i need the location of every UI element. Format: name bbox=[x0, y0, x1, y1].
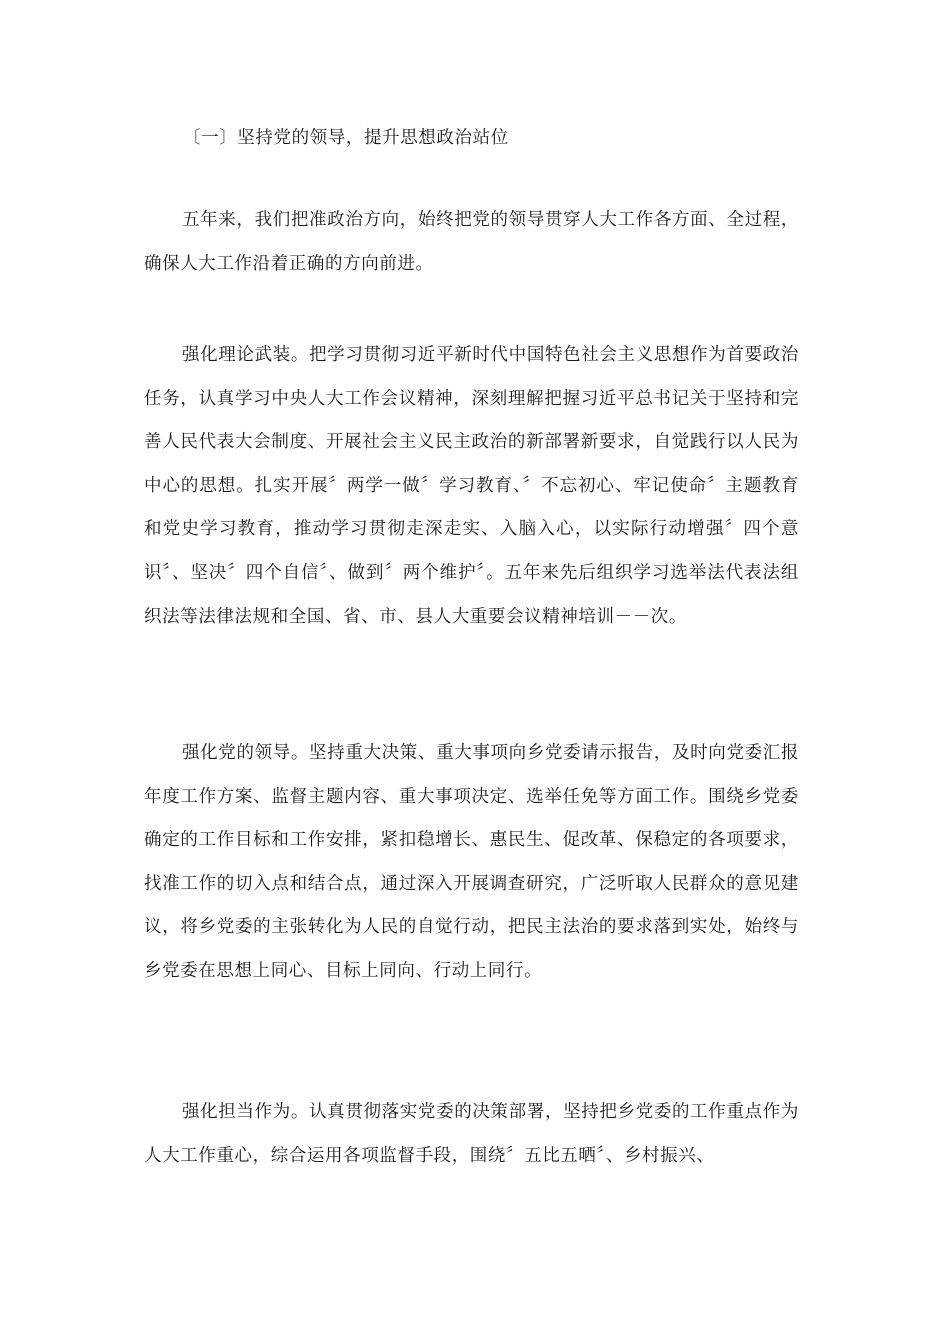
paragraph-overview: 五年来，我们把准政治方向，始终把党的领导贯穿人大工作各方面、全过程，确保人大工作沿着正确的方向前进。 bbox=[144, 210, 799, 274]
section-heading: 〔一〕坚持党的领导，提升思想政治站位 bbox=[183, 128, 509, 148]
paragraph-party-leadership: 强化党的领导。坚持重大决策、重大事项向乡党委请示报告，及时向党委汇报年度工作方案、监督主题内容、重大事项决定、选举任免等方面工作。围绕乡党委确定的工作目标和工作安排，紧扣稳增长、惠民生、促改革、保稳定的各项要求，找准工作的切入点和结合点，通过深入开展调查研究，广泛听取人民群众的意见建议，将乡党委的主张转化为人民的自觉行动，把民主法治的要求落到实处，始终与乡党委在思想上同心、目标上同向、行动上同行。 bbox=[144, 743, 799, 981]
paragraph-theory-study: 强化理论武装。把学习贯彻习近平新时代中国特色社会主义思想作为首要政治任务，认真学习中央人大工作会议精神，深刻理解把握习近平总书记关于坚持和完善人民代表大会制度、开展社会主义民主政治的新部署新要求，自觉践行以人民为中心的思想。扎实开展〞两学一做〞学习教育、〞不忘初心、牢记使命〞主题教育和党史学习教育，推动学习贯彻走深走实、入脑入心，以实际行动增强〞四个意识〞、坚决〞四个自信〞、做到〞两个维护〞。五年来先后组织学习选举法代表法组织法等法律法规和全国、省、市、县人大重要会议精神培训－－次。 bbox=[144, 345, 799, 627]
paragraph-responsibility: 强化担当作为。认真贯彻落实党委的决策部署，坚持把乡党委的工作重点作为人大工作重心，综合运用各项监督手段，围绕〞五比五晒〞、乡村振兴、 bbox=[144, 1102, 799, 1166]
